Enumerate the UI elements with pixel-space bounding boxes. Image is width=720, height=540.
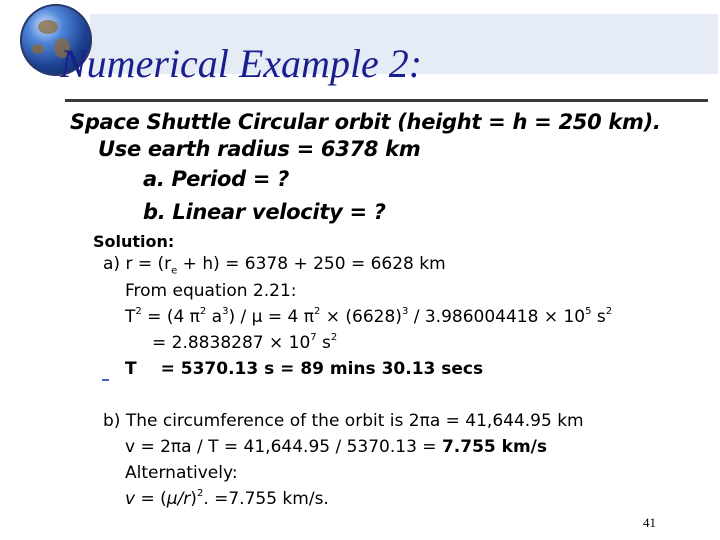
velocity-equation: v = 2πa / T = 41,644.95 / 5370.13 = 7.755 km/s <box>125 437 548 457</box>
page-number: 41 <box>643 515 656 530</box>
solution-heading: Solution: <box>93 232 175 251</box>
radius-equation: a) $r = (r_e + h) = 6378 + 250 = 6628$ km <box>103 254 446 277</box>
problem-line-3: a. Period = ? <box>143 167 290 191</box>
bullet-marker <box>102 379 109 381</box>
from-equation-line: From equation 2.21: <box>125 281 297 301</box>
problem-line-2: Use earth radius = 6378 km <box>98 137 421 161</box>
problem-line-1: Space Shuttle Circular orbit (height = h = 250 km). <box>70 110 661 134</box>
period-squared-value: = $2.8838287 \times 10^7$ $s^2$ <box>152 332 338 353</box>
velocity-result: 7.755 km/s <box>441 437 548 457</box>
period-result: T = 5370.13 s = 89 mins 30.13 secs <box>125 359 484 379</box>
problem-line-4: b. Linear velocity = ? <box>143 200 386 224</box>
slide-title: Numerical Example 2: <box>60 41 423 86</box>
alternative-velocity-equation: $v = (\mu/r)^2$. =7.755 km/s. <box>125 488 329 509</box>
title-divider <box>65 99 708 102</box>
period-squared-equation: $T^2 = (4$ $\pi^2$ $a^3) / \mu = 4$ $\pi^2 \times (6628)^3 / 3.986004418 \times 10^5$ $s^2$ <box>125 306 613 327</box>
circumference-line: b) The circumference of the orbit is 2πa = 41,644.95 km <box>103 411 584 431</box>
alternatively-label: Alternatively: <box>125 463 238 483</box>
